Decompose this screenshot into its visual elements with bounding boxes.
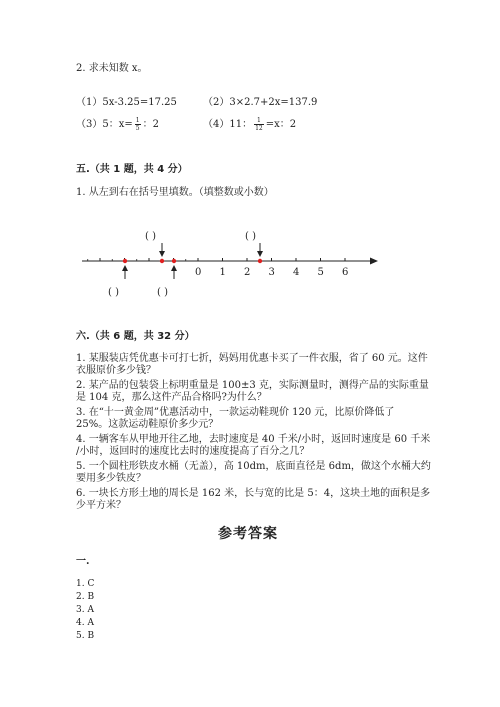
equation-post: ：2 bbox=[142, 119, 159, 130]
question-line: 要用多少铁皮？ bbox=[76, 473, 146, 484]
question-line: 4. 一辆客车从甲地开往乙地，去时速度是 40 千米/小时，返回时速度是 60 千米 bbox=[76, 434, 431, 445]
answer-item: 1. C bbox=[76, 579, 95, 589]
section-5-question: 1. 从左到右在括号里填数。（填整数或小数） bbox=[76, 187, 274, 198]
marker-point bbox=[160, 259, 164, 263]
number-line-tick-label: 2 bbox=[244, 267, 251, 278]
equation-text: 5x-3.25=17.25 bbox=[102, 97, 177, 108]
question-line: 1. 某服装店凭优惠卡可打七折，妈妈用优惠卡买了一件衣服，省了 60 元。这件 bbox=[76, 353, 428, 364]
equation-number: （2） bbox=[203, 97, 230, 108]
question-solve-title: 2. 求未知数 x。 bbox=[76, 63, 148, 74]
answer-section-label: 一. bbox=[76, 556, 90, 567]
equation-pre: 11： bbox=[229, 119, 253, 130]
number-line-tick-label: 5 bbox=[317, 267, 324, 278]
answer-item: 3. A bbox=[76, 605, 94, 615]
equation-post: =x：2 bbox=[265, 119, 297, 130]
answer-item: 2. B bbox=[76, 592, 95, 602]
equation-number: （1） bbox=[76, 97, 103, 108]
question-line: 衣服原价多少钱？ bbox=[76, 365, 156, 376]
number-line-tick-label: 0 bbox=[195, 267, 202, 278]
number-line-tick-label: 4 bbox=[293, 267, 300, 278]
answer-item: 5. B bbox=[76, 631, 95, 641]
equation-number: （3） bbox=[76, 119, 103, 130]
question-line: /小时，返回时的速度比去时的速度提高了百分之几？ bbox=[76, 446, 310, 457]
number-line-tick-label: 6 bbox=[342, 267, 349, 278]
answer-bracket-bottom: ( ) bbox=[157, 287, 168, 298]
fraction-numerator: 1 bbox=[135, 117, 140, 124]
question-line: 是 104 克，那么这件产品合格吗?为什么？ bbox=[76, 392, 267, 403]
answer-bracket-bottom: ( ) bbox=[108, 287, 119, 298]
down-arrow-icon bbox=[257, 251, 263, 257]
question-line: 6. 一块长方形土地的周长是 162 米，长与宽的比是 5：4，这块土地的面积是多 bbox=[76, 488, 431, 499]
number-line-tick-label: 1 bbox=[219, 267, 226, 278]
marker-point bbox=[258, 259, 262, 263]
up-arrow-icon bbox=[122, 265, 128, 271]
equation-number: （4） bbox=[203, 119, 230, 130]
up-arrow-icon bbox=[171, 265, 177, 271]
marker-point bbox=[172, 259, 176, 263]
question-line: 3. 在“十一黄金周”优惠活动中，一款运动鞋现价 120 元，比原价降低了 bbox=[76, 407, 395, 418]
question-line: 25%。这款运动鞋原价多少元？ bbox=[76, 419, 219, 430]
equation-text: 3×2.7+2x=137.9 bbox=[229, 97, 318, 108]
down-arrow-icon bbox=[159, 251, 165, 257]
fraction-numerator: 1 bbox=[254, 117, 264, 125]
number-line-tick-label: 3 bbox=[268, 267, 275, 278]
section-5-heading: 五.（共 1 题，共 4 分） bbox=[76, 164, 188, 175]
question-line: 5. 一个圆柱形铁皮水桶（无盖），高 10dm，底面直径是 6dm，做这个水桶大约 bbox=[76, 461, 431, 472]
answer-item: 4. A bbox=[76, 618, 94, 628]
answer-bracket-top: ( ) bbox=[245, 231, 256, 242]
number-line-tick-labels bbox=[195, 267, 348, 278]
answer-bracket-top: ( ) bbox=[145, 231, 156, 242]
fraction-denominator: 5 bbox=[135, 125, 140, 132]
section-6-heading: 六.（共 6 题，共 32 分） bbox=[76, 331, 195, 342]
equation-pre: 5：x= bbox=[102, 119, 133, 130]
number-line-arrowhead bbox=[370, 258, 378, 265]
question-line: 少平方米？ bbox=[76, 500, 126, 511]
question-line: 2. 某产品的包装袋上标明重量是 100±3 克，实际测量时，测得产品的实际重量 bbox=[76, 380, 429, 391]
marker-point bbox=[123, 259, 127, 263]
answer-key-title: 参考答案 bbox=[218, 526, 278, 542]
fraction-denominator: 12 bbox=[255, 125, 263, 132]
